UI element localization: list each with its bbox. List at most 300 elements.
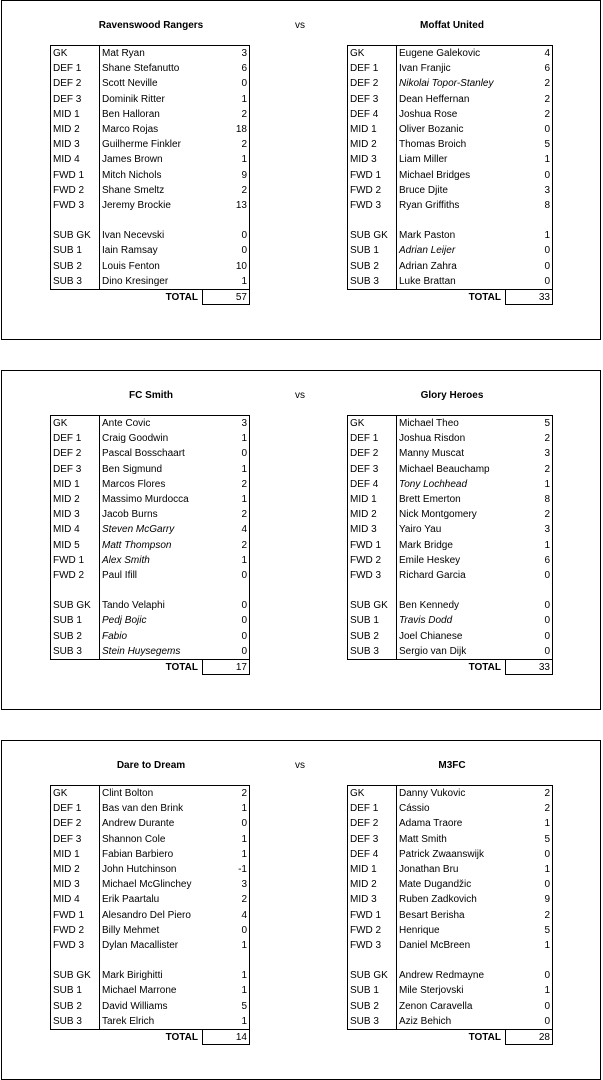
player-row [348, 416, 552, 431]
player-name: Henrique [399, 924, 440, 936]
player-name: Ben Sigmund [102, 463, 163, 475]
position-cell: DEF 1 [350, 433, 379, 445]
player-row [51, 968, 249, 983]
player-row [348, 76, 552, 91]
position-cell: GK [350, 788, 365, 799]
player-row [348, 999, 552, 1014]
player-row [348, 832, 552, 847]
home-team-sheet [50, 785, 250, 1046]
player-score: 0 [241, 448, 247, 460]
player-row [51, 877, 249, 892]
player-name: Ivan Necevski [102, 230, 165, 242]
player-row [348, 61, 552, 76]
player-name: Erik Paartalu [102, 894, 160, 906]
player-name: Danny Vukovic [399, 788, 466, 799]
player-name: Joshua Risdon [399, 433, 466, 445]
position-cell: MID 3 [350, 894, 377, 906]
position-cell: GK [350, 48, 365, 59]
player-name: Mile Sterjovski [399, 985, 464, 997]
player-score: 0 [544, 569, 550, 581]
player-row [348, 259, 552, 274]
player-score: 0 [241, 630, 247, 642]
player-score: 0 [241, 615, 247, 627]
position-cell: SUB GK [53, 600, 91, 612]
player-score: 0 [241, 924, 247, 936]
position-cell: MID 2 [350, 509, 377, 521]
player-score: 0 [241, 230, 247, 242]
position-cell: FWD 1 [350, 169, 382, 181]
player-row [51, 198, 249, 213]
position-cell: MID 2 [53, 863, 80, 875]
total-row [347, 1030, 553, 1046]
player-name: Mark Paston [399, 230, 456, 242]
position-cell: FWD 1 [53, 909, 85, 921]
player-name: Nikolai Topor-Stanley [399, 78, 494, 90]
position-cell: DEF 2 [53, 78, 82, 90]
position-cell: GK [53, 418, 68, 429]
position-cell: SUB GK [53, 970, 91, 982]
player-row [348, 228, 552, 243]
player-score: 2 [241, 108, 247, 120]
position-cell: FWD 3 [350, 939, 382, 951]
position-cell: GK [350, 418, 365, 429]
player-score: 2 [544, 909, 550, 921]
position-cell: SUB 2 [53, 260, 82, 272]
player-row [348, 892, 552, 907]
player-row [348, 152, 552, 167]
total-row [347, 660, 553, 676]
player-row [348, 446, 552, 461]
player-row [51, 462, 249, 477]
player-name: Marco Rojas [102, 123, 159, 135]
player-name: Joel Chianese [399, 630, 463, 642]
player-score: 1 [241, 939, 247, 951]
player-row [348, 122, 552, 137]
position-cell: SUB 1 [350, 615, 379, 627]
position-cell: FWD 1 [350, 539, 382, 551]
position-cell: DEF 1 [350, 803, 379, 815]
spacer-row [348, 953, 552, 968]
player-name: Ben Kennedy [399, 600, 460, 612]
player-row [348, 801, 552, 816]
player-name: Andrew Redmayne [399, 970, 485, 982]
position-cell: FWD 3 [350, 569, 382, 581]
player-name: Aziz Behich [399, 1015, 452, 1027]
position-cell: FWD 3 [350, 199, 382, 211]
player-score: 2 [544, 803, 550, 815]
away-team-sheet [347, 415, 553, 676]
spacer-row [51, 583, 249, 598]
player-row [51, 816, 249, 831]
player-score: 4 [544, 48, 550, 59]
position-cell: DEF 4 [350, 478, 379, 490]
player-score: 1 [241, 985, 247, 997]
total-row [347, 290, 553, 306]
player-row [348, 908, 552, 923]
player-score: 0 [544, 879, 550, 891]
player-score: 2 [544, 509, 550, 521]
position-cell: SUB GK [350, 600, 388, 612]
position-cell: MID 3 [350, 524, 377, 536]
player-row [51, 568, 249, 583]
player-name: Paul Ifill [102, 569, 138, 581]
player-name: Bruce Djite [399, 184, 448, 196]
player-name: Ryan Griffiths [399, 199, 460, 211]
player-row [51, 76, 249, 91]
player-row [51, 892, 249, 907]
player-score: 2 [241, 478, 247, 490]
player-row [51, 107, 249, 122]
total-row [50, 1030, 250, 1046]
player-score: 1 [241, 463, 247, 475]
player-score: 1 [544, 939, 550, 951]
player-name: Clint Bolton [102, 788, 154, 799]
player-score: 1 [241, 848, 247, 860]
player-score: 1 [544, 154, 550, 166]
total-value: 57 [202, 290, 250, 305]
player-row [348, 968, 552, 983]
player-score: 0 [241, 645, 247, 657]
position-cell: MID 3 [350, 154, 377, 166]
position-cell: FWD 2 [53, 569, 85, 581]
player-name: Shane Smeltz [102, 184, 165, 196]
player-name: Thomas Broich [399, 139, 467, 151]
player-row [51, 446, 249, 461]
player-row [51, 847, 249, 862]
player-row [348, 816, 552, 831]
player-score: 0 [544, 630, 550, 642]
player-name: Alex Smith [102, 554, 150, 566]
player-score: 9 [544, 894, 550, 906]
player-name: Mat Ryan [102, 48, 145, 59]
player-score: 0 [241, 245, 247, 257]
player-row [348, 847, 552, 862]
position-cell: SUB 1 [53, 615, 82, 627]
position-cell: DEF 3 [53, 93, 82, 105]
player-name: Nick Montgomery [399, 509, 477, 521]
player-name: Michael McGlinchey [102, 879, 192, 891]
position-cell: DEF 3 [350, 463, 379, 475]
player-name: Jonathan Bru [399, 863, 459, 875]
position-cell: FWD 2 [350, 554, 382, 566]
position-cell: FWD 1 [350, 909, 382, 921]
position-cell: FWD 2 [350, 924, 382, 936]
player-score: 2 [241, 894, 247, 906]
player-name: Mitch Nichols [102, 169, 162, 181]
player-name: Pedj Bojic [102, 615, 147, 627]
player-name: Ante Covic [102, 418, 151, 429]
player-score: 2 [544, 463, 550, 475]
player-row [51, 122, 249, 137]
player-name: Bas van den Brink [102, 803, 184, 815]
player-score: 6 [544, 63, 550, 75]
position-cell: FWD 1 [53, 169, 85, 181]
position-cell: SUB GK [350, 970, 388, 982]
player-name: Tony Lochhead [399, 478, 468, 490]
player-score: 18 [235, 123, 247, 135]
position-cell: DEF 1 [53, 803, 82, 815]
player-name: Jeremy Brockie [102, 199, 171, 211]
position-cell: SUB 2 [350, 260, 379, 272]
total-label: TOTAL [165, 292, 198, 303]
position-cell: DEF 2 [350, 818, 379, 830]
player-name: David Williams [102, 1000, 168, 1012]
player-row [348, 274, 552, 289]
player-name: Billy Mehmet [102, 924, 160, 936]
player-row [348, 168, 552, 183]
player-score: 4 [241, 909, 247, 921]
player-row [348, 877, 552, 892]
away-team-name: Glory Heroes [420, 390, 484, 401]
player-score: 10 [235, 260, 247, 272]
position-cell: MID 1 [350, 123, 377, 135]
total-row [50, 290, 250, 306]
player-score: 5 [544, 924, 550, 936]
player-name: Ben Halloran [102, 108, 160, 120]
player-name: Travis Dodd [399, 615, 453, 627]
player-name: Jacob Burns [102, 509, 158, 521]
position-cell: SUB GK [350, 230, 388, 242]
player-name: Zenon Caravella [399, 1000, 473, 1012]
player-score: 2 [544, 788, 550, 799]
player-score: 6 [241, 63, 247, 75]
position-cell: MID 1 [53, 478, 80, 490]
player-row [51, 644, 249, 659]
player-name: Louis Fenton [102, 260, 160, 272]
player-row [51, 168, 249, 183]
position-cell: MID 1 [53, 108, 80, 120]
player-row [348, 568, 552, 583]
position-cell: DEF 4 [350, 848, 379, 860]
position-cell: SUB 2 [53, 1000, 82, 1012]
player-name: Liam Miller [399, 154, 448, 166]
player-name: Dino Kresinger [102, 275, 169, 287]
player-name: Dean Heffernan [399, 93, 470, 105]
player-name: Fabian Barbiero [102, 848, 174, 860]
player-row [348, 983, 552, 998]
position-cell: FWD 1 [53, 554, 85, 566]
position-cell: DEF 3 [350, 833, 379, 845]
player-name: Craig Goodwin [102, 433, 169, 445]
away-team-name: M3FC [438, 760, 466, 771]
player-row [348, 923, 552, 938]
position-cell: MID 5 [53, 539, 80, 551]
player-row [51, 613, 249, 628]
player-name: Tarek Elrich [102, 1015, 155, 1027]
player-table [347, 415, 553, 660]
spacer-row [348, 583, 552, 598]
total-value: 14 [202, 1030, 250, 1045]
position-cell: FWD 2 [53, 924, 85, 936]
player-name: Manny Muscat [399, 448, 465, 460]
home-team-name: Dare to Dream [116, 760, 186, 771]
player-row [51, 183, 249, 198]
player-row [348, 431, 552, 446]
position-cell: DEF 1 [53, 433, 82, 445]
player-row [348, 938, 552, 953]
position-cell: SUB 2 [350, 1000, 379, 1012]
player-row [51, 522, 249, 537]
player-score: 13 [235, 199, 247, 211]
spacer-row [348, 213, 552, 228]
home-team-name: Ravenswood Rangers [98, 20, 204, 31]
player-row [51, 832, 249, 847]
player-score: 8 [544, 199, 550, 211]
player-row [51, 598, 249, 613]
player-table [50, 45, 250, 290]
position-cell: SUB 3 [350, 1015, 379, 1027]
player-row [348, 107, 552, 122]
away-team-name: Moffat United [420, 20, 484, 31]
position-cell: SUB 1 [350, 245, 379, 257]
player-score: 0 [241, 818, 247, 830]
player-score: 9 [241, 169, 247, 181]
player-row [51, 492, 249, 507]
position-cell: SUB 3 [53, 645, 82, 657]
player-row [51, 259, 249, 274]
player-row [348, 644, 552, 659]
player-row [51, 243, 249, 258]
total-label: TOTAL [468, 1032, 501, 1043]
position-cell: MID 2 [350, 139, 377, 151]
player-row [348, 613, 552, 628]
player-name: Iain Ramsay [102, 245, 158, 257]
position-cell: SUB 3 [350, 645, 379, 657]
player-row [348, 786, 552, 801]
player-row [51, 999, 249, 1014]
player-score: 0 [544, 169, 550, 181]
player-score: 0 [544, 615, 550, 627]
player-score: 5 [544, 418, 550, 429]
player-name: Patrick Zwaanswijk [399, 848, 485, 860]
player-score: 1 [241, 1015, 247, 1027]
player-row [51, 137, 249, 152]
player-name: Richard Garcia [399, 569, 466, 581]
player-name: Michael Theo [399, 418, 459, 429]
player-name: Guilherme Finkler [102, 139, 181, 151]
player-name: Cássio [399, 803, 430, 815]
match-card-2 [1, 370, 601, 710]
position-cell: DEF 3 [53, 833, 82, 845]
total-value: 33 [505, 660, 553, 675]
player-row [348, 92, 552, 107]
player-table [50, 415, 250, 660]
player-row [51, 923, 249, 938]
player-row [348, 553, 552, 568]
player-name: Steven McGarry [102, 524, 175, 536]
player-score: 2 [544, 93, 550, 105]
player-score: 5 [241, 1000, 247, 1012]
player-score: 0 [544, 848, 550, 860]
player-score: 0 [544, 970, 550, 982]
player-score: 3 [241, 48, 247, 59]
player-name: Adama Traore [399, 818, 463, 830]
player-row [51, 862, 249, 877]
player-table [347, 45, 553, 290]
position-cell: FWD 2 [53, 184, 85, 196]
position-cell: SUB 2 [53, 630, 82, 642]
player-score: 0 [544, 1000, 550, 1012]
player-score: 2 [241, 139, 247, 151]
player-score: 3 [544, 448, 550, 460]
vs-label: vs [295, 390, 305, 401]
position-cell: MID 1 [53, 848, 80, 860]
vs-label: vs [295, 760, 305, 771]
player-score: 3 [241, 418, 247, 429]
player-score: 1 [544, 539, 550, 551]
player-name: Ruben Zadkovich [399, 894, 477, 906]
vs-label: vs [295, 20, 305, 31]
position-cell: DEF 2 [53, 448, 82, 460]
player-row [51, 431, 249, 446]
player-score: 1 [241, 833, 247, 845]
position-cell: MID 2 [53, 123, 80, 135]
position-cell: SUB 3 [53, 275, 82, 287]
player-score: 2 [544, 78, 550, 90]
player-row [51, 477, 249, 492]
player-score: 2 [544, 433, 550, 445]
player-score: 2 [241, 184, 247, 196]
total-label: TOTAL [165, 662, 198, 673]
player-score: 1 [544, 985, 550, 997]
player-name: Michael Bridges [399, 169, 471, 181]
position-cell: MID 4 [53, 894, 80, 906]
player-row [51, 983, 249, 998]
player-score: 4 [241, 524, 247, 536]
player-table [347, 785, 553, 1030]
player-row [348, 862, 552, 877]
player-name: Michael Marrone [102, 985, 177, 997]
position-cell: SUB 1 [53, 245, 82, 257]
player-name: Massimo Murdocca [102, 493, 189, 505]
total-label: TOTAL [468, 662, 501, 673]
player-row [348, 46, 552, 61]
position-cell: DEF 3 [53, 463, 82, 475]
player-row [51, 538, 249, 553]
player-row [51, 228, 249, 243]
home-team-name: FC Smith [129, 390, 173, 401]
player-row [348, 522, 552, 537]
player-score: 3 [241, 879, 247, 891]
position-cell: FWD 3 [53, 939, 85, 951]
player-row [348, 1014, 552, 1029]
player-score: 0 [544, 275, 550, 287]
position-cell: MID 2 [350, 879, 377, 891]
position-cell: MID 2 [53, 493, 80, 505]
player-name: Shane Stefanutto [102, 63, 180, 75]
player-name: Dylan Macallister [102, 939, 179, 951]
player-name: Ivan Franjic [399, 63, 451, 75]
player-score: 1 [241, 154, 247, 166]
player-row [348, 629, 552, 644]
player-name: Tando Velaphi [102, 600, 165, 612]
position-cell: SUB 3 [350, 275, 379, 287]
player-row [51, 46, 249, 61]
player-row [51, 938, 249, 953]
player-score: 5 [544, 833, 550, 845]
player-score: 0 [544, 645, 550, 657]
player-name: Mate Dugandžic [399, 879, 472, 891]
away-team-sheet [347, 785, 553, 1046]
player-name: Brett Emerton [399, 493, 461, 505]
player-row [348, 462, 552, 477]
player-name: Sergio van Dijk [399, 645, 467, 657]
player-row [348, 198, 552, 213]
player-score: 1 [544, 230, 550, 242]
position-cell: MID 4 [53, 154, 80, 166]
position-cell: GK [53, 48, 68, 59]
player-row [348, 538, 552, 553]
